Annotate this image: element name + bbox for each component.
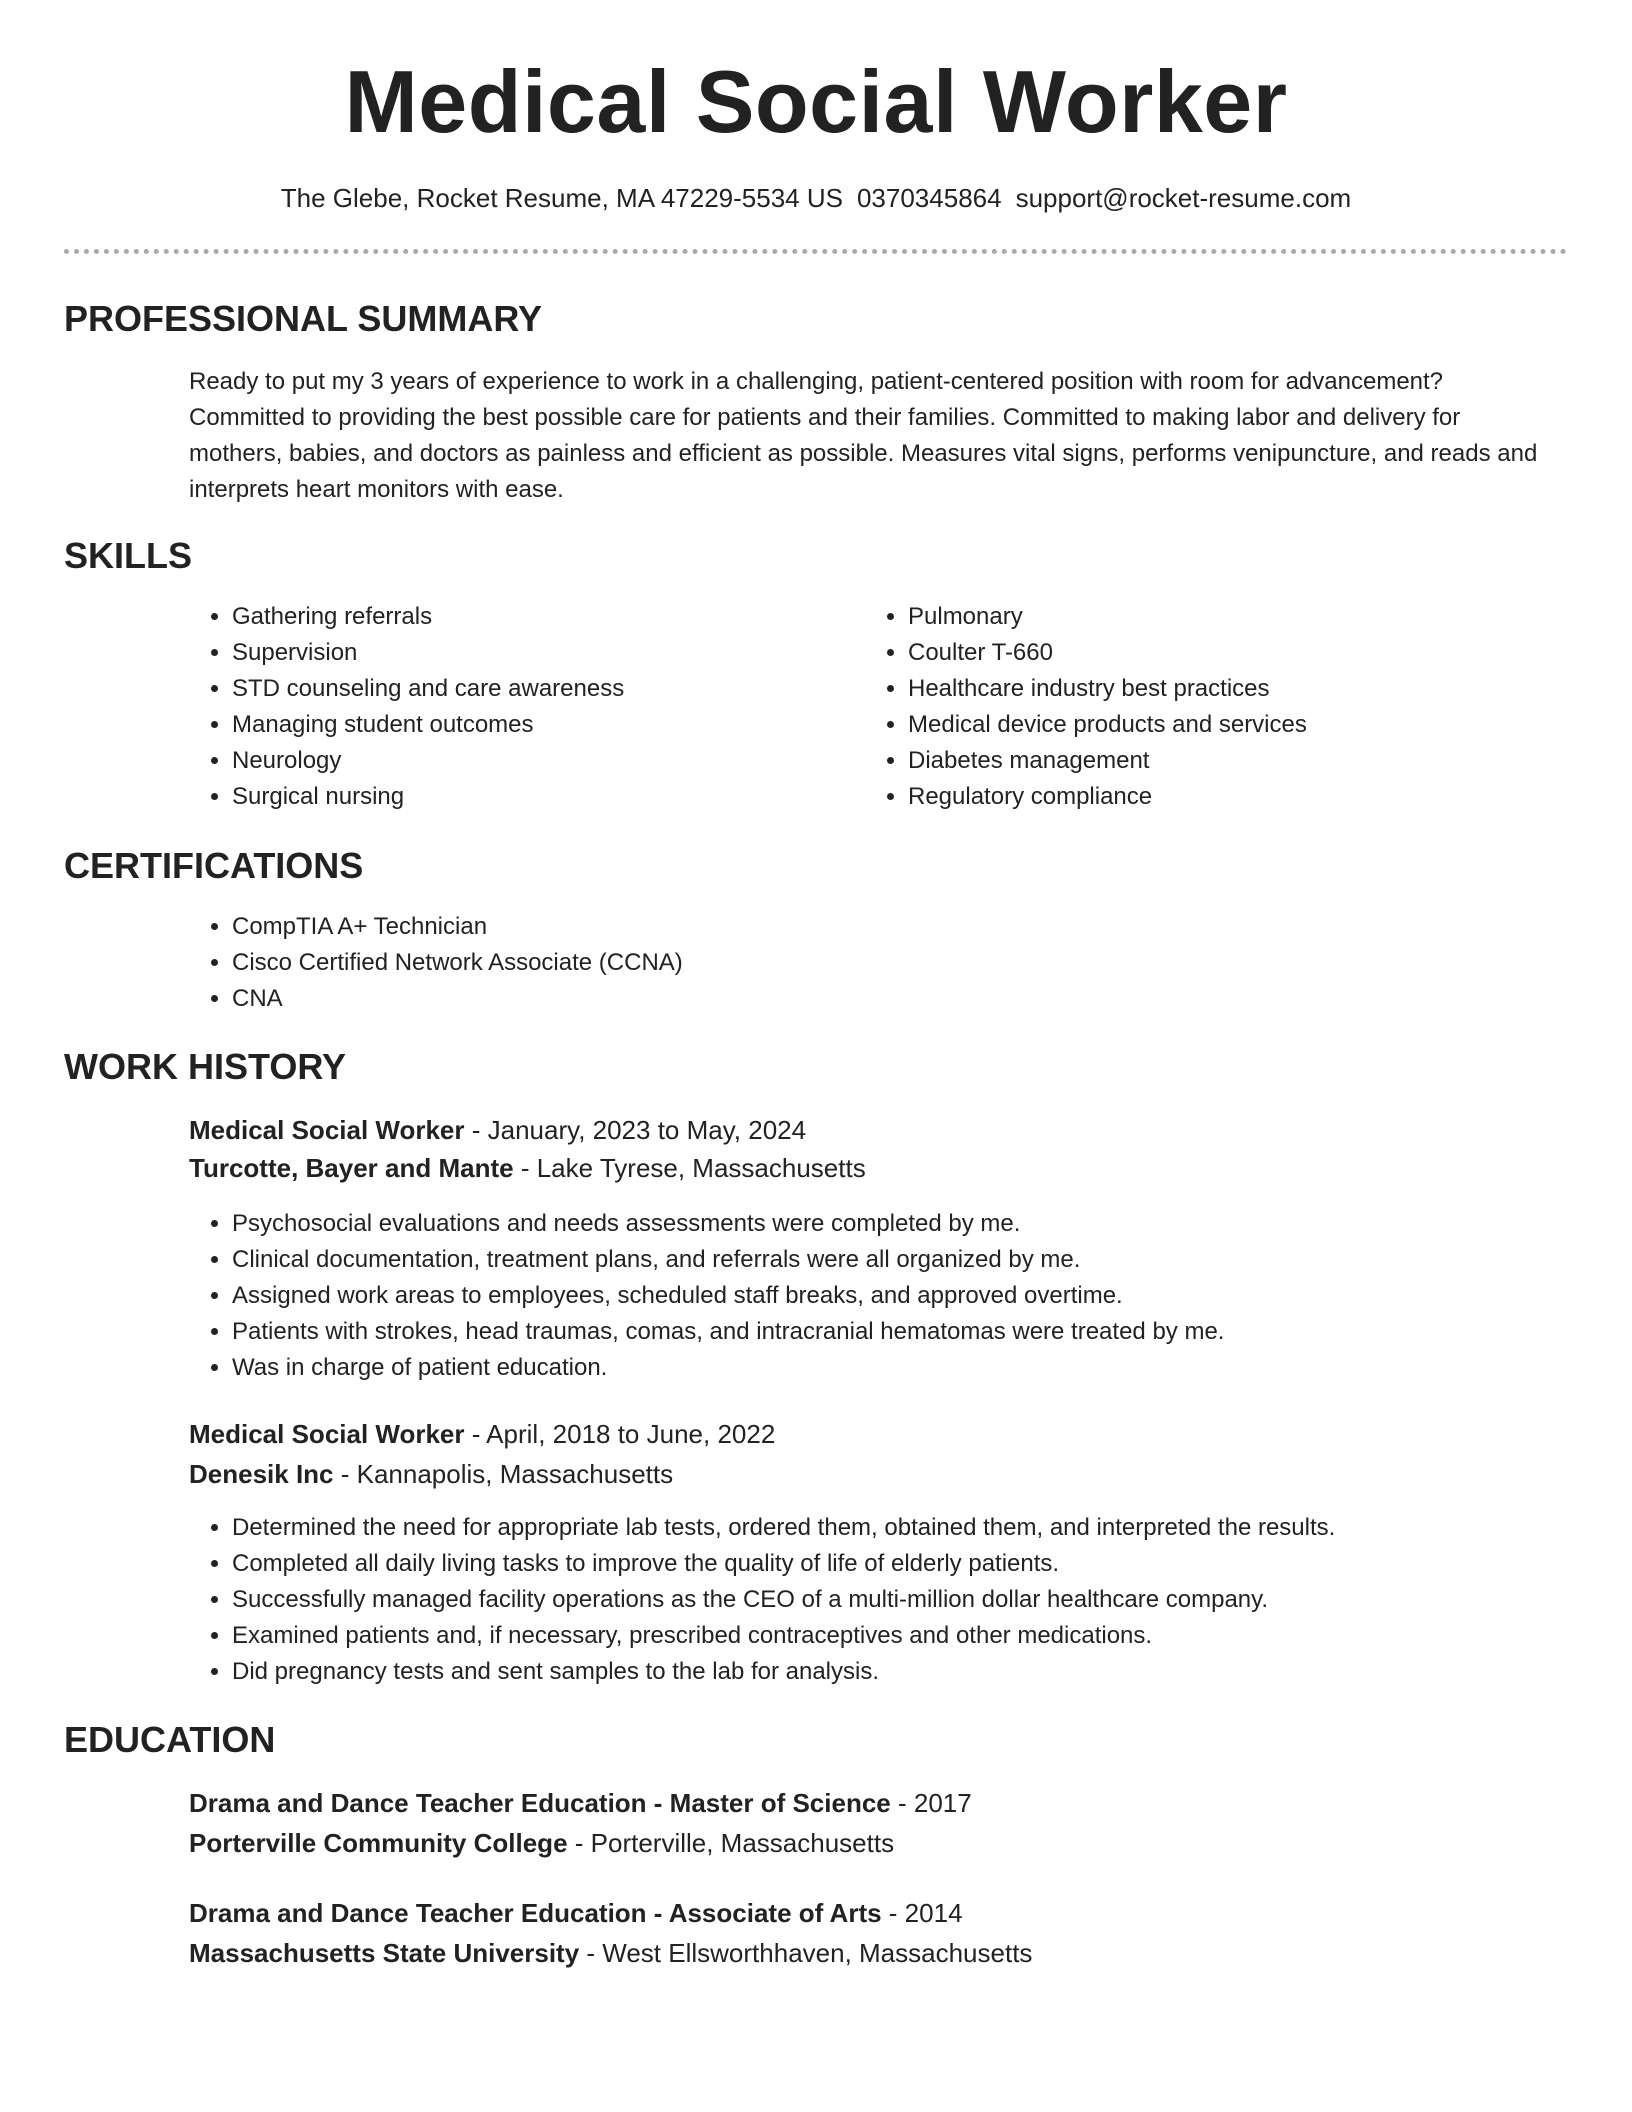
job-bullet: • Determined the need for appropriate lab tests, ordered them, obtained them, and interpreted the results.	[232, 1510, 1592, 1546]
job-2-company: Denesik Inc	[189, 1459, 334, 1489]
edu-1-degree-line	[189, 1784, 972, 1822]
job-bullet: • Did pregnancy tests and sent samples to the lab for analysis.	[232, 1654, 1592, 1690]
resume-name: Medical Social Worker	[344, 52, 1288, 151]
edu-1-location: - Porterville, Massachusetts	[567, 1828, 895, 1858]
contact-address: The Glebe, Rocket Resume, MA 47229-5534 US	[280, 183, 843, 213]
edu-1-degree: Drama and Dance Teacher Education - Master of Science	[189, 1788, 891, 1818]
certification-item: • Cisco Certified Network Associate (CCNA)	[232, 945, 1532, 981]
job-1-title-line	[189, 1111, 806, 1149]
edu-2-school: Massachusetts State University	[189, 1938, 580, 1968]
job-2-company-line	[189, 1455, 673, 1493]
section-title-work-history: WORK HISTORY	[64, 1046, 347, 1087]
certification-item: • CNA	[232, 981, 1532, 1017]
header-divider	[64, 249, 1567, 254]
edu-2-year: - 2014	[881, 1898, 963, 1928]
skill-item: • Surgical nursing	[232, 779, 852, 815]
skill-item: • Supervision	[232, 635, 852, 671]
job-2-title-line	[189, 1415, 775, 1453]
job-1-bullets	[189, 1206, 1572, 1386]
skill-item: • Neurology	[232, 743, 852, 779]
job-bullet: • Assigned work areas to employees, scheduled staff breaks, and approved overtime.	[232, 1278, 1572, 1314]
skill-item: • Medical device products and services	[908, 707, 1528, 743]
job-1-company-line	[189, 1149, 866, 1187]
contact-line	[0, 180, 1632, 216]
job-1-company: Turcotte, Bayer and Mante	[189, 1153, 514, 1183]
certification-item: • CompTIA A+ Technician	[232, 909, 1532, 945]
skill-item: • Healthcare industry best practices	[908, 671, 1528, 707]
section-title-summary: PROFESSIONAL SUMMARY	[64, 298, 543, 339]
job-bullet: • Examined patients and, if necessary, prescribed contraceptives and other medications.	[232, 1618, 1592, 1654]
job-1-dates: - January, 2023 to May, 2024	[464, 1115, 807, 1145]
job-1-role: Medical Social Worker	[189, 1115, 465, 1145]
edu-2-degree-line	[189, 1894, 963, 1932]
job-bullet: • Psychosocial evaluations and needs assessments were completed by me.	[232, 1206, 1572, 1242]
skills-list-right	[865, 599, 1528, 815]
job-2-bullets	[189, 1510, 1592, 1690]
job-bullet: • Successfully managed facility operations as the CEO of a multi-million dollar healthcare company.	[232, 1582, 1592, 1618]
section-title-certifications: CERTIFICATIONS	[64, 845, 364, 886]
skills-list-left	[189, 599, 852, 815]
edu-2-school-line	[189, 1934, 1032, 1972]
job-bullet: • Completed all daily living tasks to improve the quality of life of elderly patients.	[232, 1546, 1592, 1582]
job-1-location: - Lake Tyrese, Massachusetts	[513, 1153, 866, 1183]
section-title-skills: SKILLS	[64, 535, 193, 576]
skill-item: • Gathering referrals	[232, 599, 852, 635]
skill-item: • STD counseling and care awareness	[232, 671, 852, 707]
contact-phone: 0370345864	[856, 183, 1002, 213]
skill-item: • Coulter T-660	[908, 635, 1528, 671]
contact-email[interactable]: support@rocket-resume.com	[1015, 183, 1352, 213]
skill-item: • Managing student outcomes	[232, 707, 852, 743]
edu-2-location: - West Ellsworthhaven, Massachusetts	[579, 1938, 1033, 1968]
edu-1-school: Porterville Community College	[189, 1828, 568, 1858]
skill-item: • Diabetes management	[908, 743, 1528, 779]
skill-item: • Pulmonary	[908, 599, 1528, 635]
job-2-location: - Kannapolis, Massachusetts	[333, 1459, 674, 1489]
job-bullet: • Was in charge of patient education.	[232, 1350, 1572, 1386]
job-bullet: • Clinical documentation, treatment plans, and referrals were all organized by me.	[232, 1242, 1572, 1278]
job-2-role: Medical Social Worker	[189, 1419, 465, 1449]
job-2-dates: - April, 2018 to June, 2022	[464, 1419, 776, 1449]
certifications-list	[189, 909, 1532, 1017]
section-title-education: EDUCATION	[64, 1719, 276, 1760]
edu-1-school-line	[189, 1824, 894, 1862]
edu-1-year: - 2017	[890, 1788, 972, 1818]
summary-text: Ready to put my 3 years of experience to work in a challenging, patient-centered position with room for advancement? Committed to providing the best possible care for patients and their families. Committed to making labor and delivery for mothers, babies, and doctors as painless and efficient as possible. Measures vital signs, performs venipuncture, and reads and interprets heart monitors with ease.	[189, 368, 1538, 503]
job-bullet: • Patients with strokes, head traumas, comas, and intracranial hematomas were treated by me.	[232, 1314, 1572, 1350]
edu-2-degree: Drama and Dance Teacher Education - Associate of Arts	[189, 1898, 882, 1928]
skill-item: • Regulatory compliance	[908, 779, 1528, 815]
